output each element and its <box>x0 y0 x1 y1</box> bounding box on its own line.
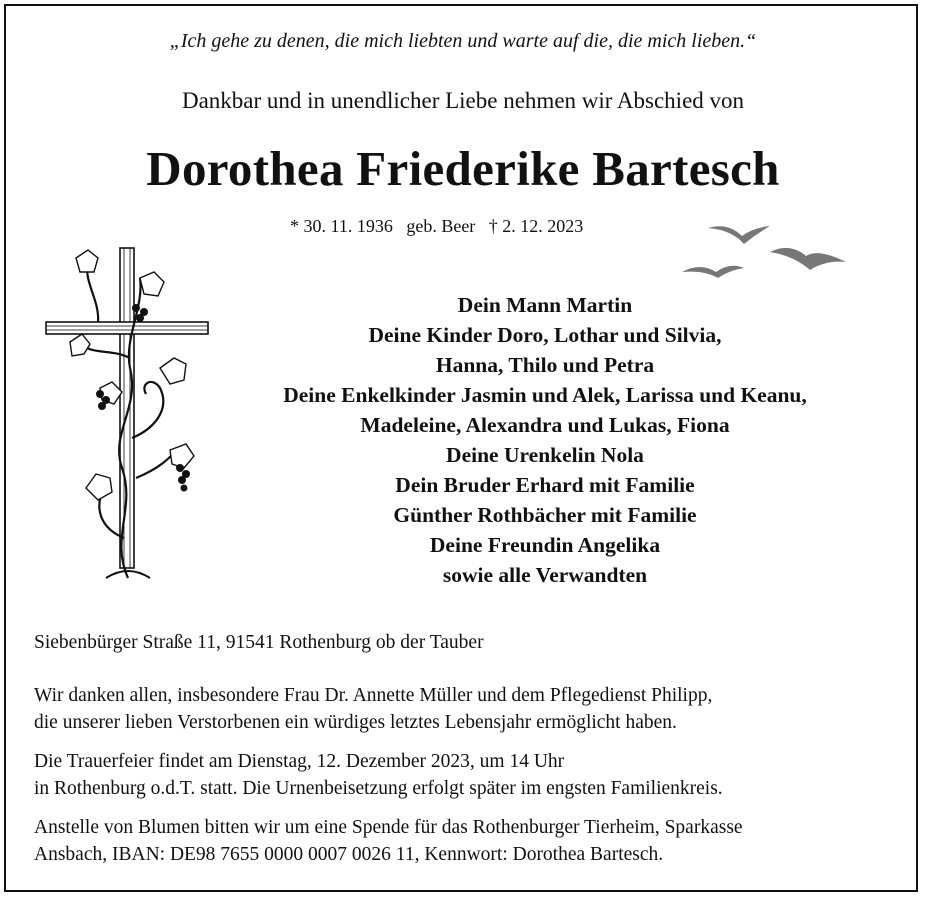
relative-line: Dein Bruder Erhard mit Familie <box>395 473 695 497</box>
relative-line: Madeleine, Alexandra und Lukas, Fiona <box>360 413 730 437</box>
relative-line: Günther Rothbächer mit Familie <box>393 503 697 527</box>
quote: „Ich gehe zu denen, die mich liebten und warte auf die, die mich lieben.“ <box>169 30 757 52</box>
intro-line: Dankbar und in unendlicher Liebe nehmen wir Abschied von <box>181 88 745 113</box>
relative-line: Deine Freundin Angelika <box>429 533 661 557</box>
flying-birds-icon <box>680 214 860 284</box>
thanks-paragraph <box>34 682 712 736</box>
funeral-line: in Rothenburg o.d.T. statt. Die Urnenbeisetzung erfolgt später im engsten Familienkreis. <box>34 778 723 799</box>
relative-line: Dein Mann Martin <box>457 293 633 317</box>
relative-line: Deine Kinder Doro, Lothar und Silvia, <box>368 323 722 347</box>
relative-line: Deine Urenkelin Nola <box>446 443 644 467</box>
funeral-paragraph <box>34 748 723 802</box>
funeral-line: Die Trauerfeier findet am Dienstag, 12. Dezember 2023, um 14 Uhr <box>34 751 565 772</box>
address: Siebenbürger Straße 11, 91541 Rothenburg ob der Tauber <box>34 632 484 653</box>
cross-with-vine-icon <box>40 238 220 598</box>
donation-line: Anstelle von Blumen bitten wir um eine Spende für das Rothenburger Tierheim, Sparkasse <box>34 817 743 838</box>
deceased-name: Dorothea Friederike Bartesch <box>146 141 780 196</box>
donation-line: Ansbach, IBAN: DE98 7655 0000 0007 0026 11, Kennwort: Dorothea Bartesch. <box>34 844 664 865</box>
relatives-list <box>200 290 890 590</box>
donation-paragraph <box>34 814 743 868</box>
life-dates: * 30. 11. 1936 geb. Beer † 2. 12. 2023 <box>290 216 584 236</box>
relative-line: Deine Enkelkinder Jasmin und Alek, Larissa und Keanu, <box>283 383 807 407</box>
relative-line: sowie alle Verwandten <box>442 563 648 587</box>
thanks-line: Wir danken allen, insbesondere Frau Dr. Annette Müller und dem Pflegedienst Philipp, <box>34 685 713 706</box>
relative-line: Hanna, Thilo und Petra <box>435 353 655 377</box>
thanks-line: die unserer lieben Verstorbenen ein würdiges letztes Lebensjahr ermöglicht haben. <box>34 712 677 733</box>
